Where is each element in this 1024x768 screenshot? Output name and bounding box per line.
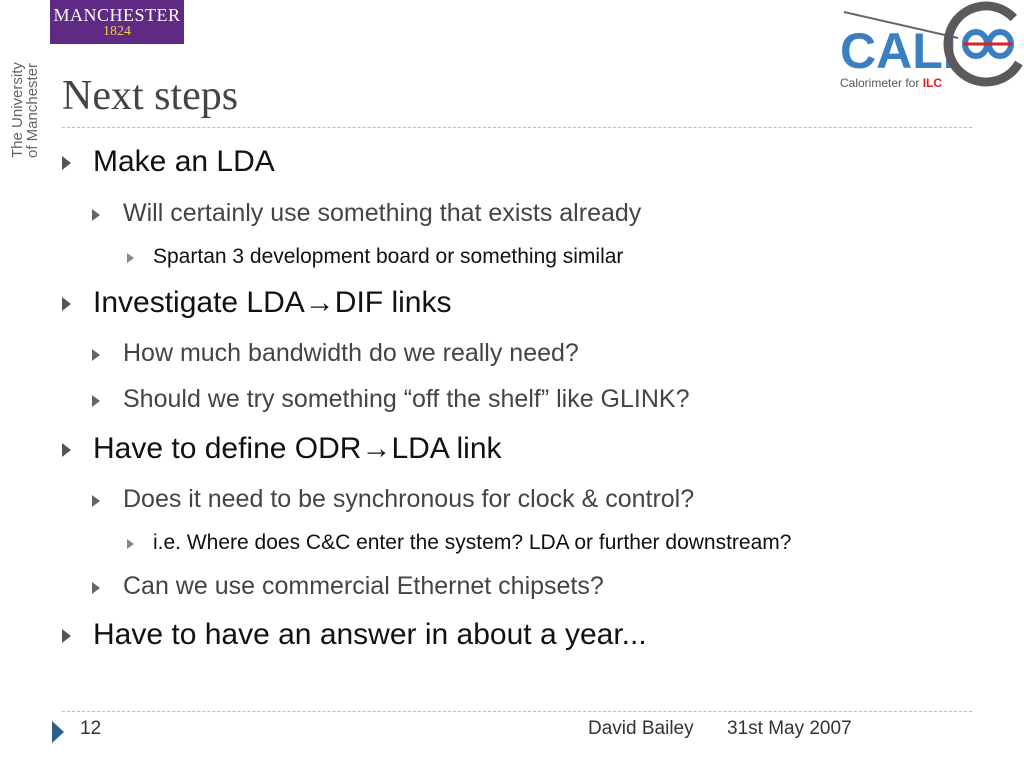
university-line-2: of Manchester bbox=[24, 62, 41, 158]
bullet-arrow-icon bbox=[62, 629, 71, 643]
manchester-logo-name: MANCHESTER bbox=[53, 5, 181, 25]
bullet-level-2 bbox=[92, 485, 694, 514]
title-divider bbox=[62, 127, 972, 128]
bullet-level-1 bbox=[62, 145, 275, 179]
bullet-level-2 bbox=[92, 572, 604, 601]
calice-tagline-prefix: Calorimeter for bbox=[840, 76, 923, 90]
bullet-arrow-icon bbox=[127, 539, 134, 549]
bullet-arrow-icon bbox=[92, 349, 100, 361]
calice-tagline-ilc: ILC bbox=[922, 76, 943, 90]
bullet-text: Can we use commercial Ethernet chipsets? bbox=[123, 572, 604, 600]
bullet-level-1 bbox=[62, 286, 451, 320]
bullet-text: i.e. Where does C&C enter the system? LDA or further downstream? bbox=[153, 531, 792, 554]
bullet-level-2 bbox=[92, 385, 689, 414]
bullet-level-1 bbox=[62, 618, 647, 652]
bullet-text: Should we try something “off the shelf” like GLINK? bbox=[123, 385, 690, 413]
bullet-arrow-icon bbox=[127, 253, 134, 263]
bullet-text: Spartan 3 development board or something similar bbox=[153, 245, 624, 268]
bullet-text: How much bandwidth do we really need? bbox=[123, 339, 579, 367]
bullet-arrow-icon bbox=[92, 495, 100, 507]
footer-arrow-icon bbox=[52, 721, 64, 743]
bullet-text: Have to have an answer in about a year... bbox=[93, 618, 647, 651]
bullet-arrow-icon bbox=[62, 156, 71, 170]
bullet-text: Make an LDA bbox=[93, 145, 275, 178]
bullet-level-1 bbox=[62, 432, 502, 466]
page-number: 12 bbox=[80, 718, 102, 739]
bullet-arrow-icon bbox=[62, 443, 71, 457]
bullet-text: Does it need to be synchronous for clock & control? bbox=[123, 485, 695, 513]
bullet-level-2 bbox=[92, 199, 641, 228]
calice-tagline bbox=[840, 76, 942, 90]
footer-divider bbox=[62, 711, 972, 712]
bullet-text: Have to define ODR→LDA link bbox=[93, 432, 502, 465]
bullet-arrow-icon bbox=[92, 582, 100, 594]
calice-logo-letters: CALI bbox=[840, 23, 957, 79]
bullet-arrow-icon bbox=[92, 395, 100, 407]
bullet-text: Will certainly use something that exists already bbox=[123, 199, 642, 227]
university-vertical-text bbox=[10, 62, 40, 158]
bullet-arrow-icon bbox=[62, 297, 71, 311]
slide-title: Next steps bbox=[62, 73, 239, 119]
footer-date: 31st May 2007 bbox=[727, 718, 852, 739]
bullet-level-3 bbox=[127, 531, 791, 555]
bullet-text: Investigate LDA→DIF links bbox=[93, 286, 452, 319]
footer-author: David Bailey bbox=[588, 718, 694, 739]
manchester-logo bbox=[50, 0, 184, 44]
university-line-1: The University bbox=[9, 62, 26, 158]
manchester-logo-year: 1824 bbox=[103, 24, 131, 39]
bullet-level-3 bbox=[127, 245, 623, 269]
calice-logo bbox=[838, 0, 1024, 96]
bullet-level-2 bbox=[92, 339, 579, 368]
bullet-arrow-icon bbox=[92, 209, 100, 221]
